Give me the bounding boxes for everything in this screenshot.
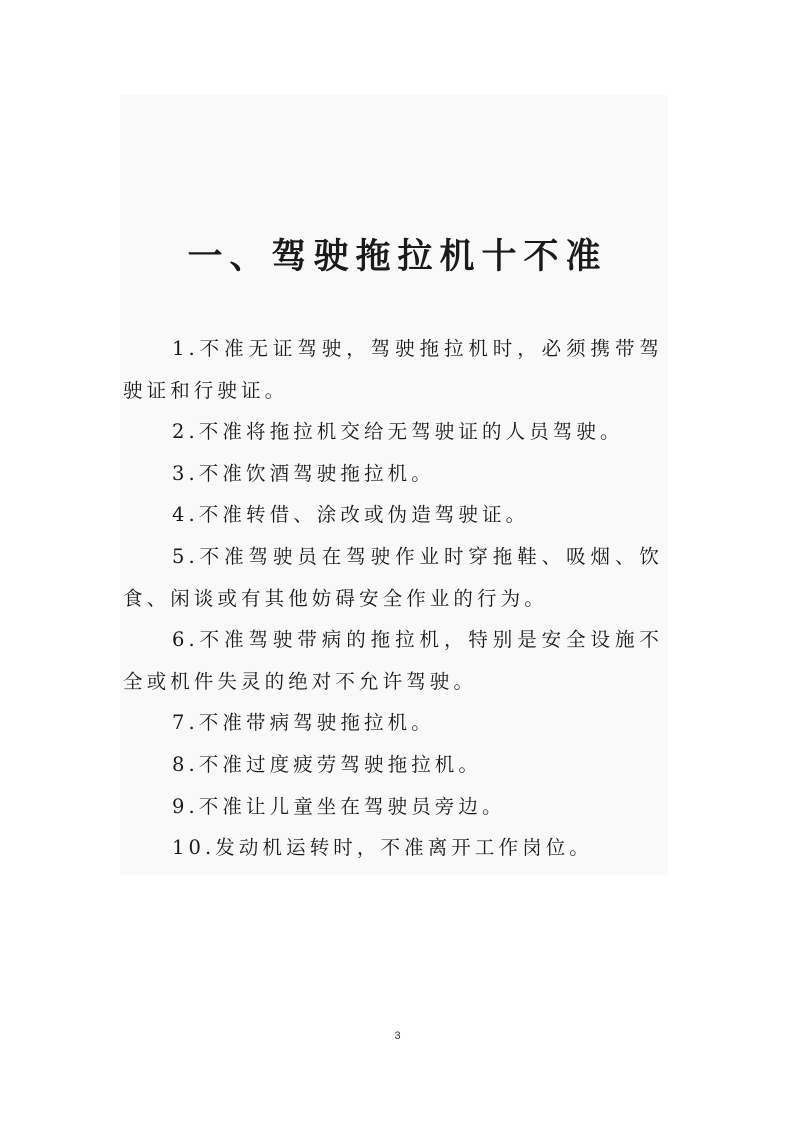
rule-item-5: 5.不准驾驶员在驾驶作业时穿拖鞋、吸烟、饮食、闲谈或有其他妨碍安全作业的行为。	[123, 544, 663, 610]
page-number: 3	[394, 1030, 401, 1042]
rule-item-2: 2.不准将拖拉机交给无驾驶证的人员驾驶。	[172, 420, 624, 444]
document-title: 一、驾驶拖拉机十不准	[187, 236, 608, 277]
rule-item-1: 1.不准无证驾驶，驾驶拖拉机时，必须携带驾驶证和行驶证。	[123, 337, 663, 402]
rule-item-3: 3.不准饮酒驾驶拖拉机。	[172, 461, 435, 485]
rule-item-6: 6.不准驾驶带病的拖拉机，特别是安全设施不全或机件失灵的绝对不允许驾驶。	[123, 628, 663, 693]
document-body	[123, 328, 663, 869]
rule-item-4: 4.不准转借、涂改或伪造驾驶证。	[172, 503, 530, 527]
rule-item-10: 10.发动机运转时，不准离开工作岗位。	[172, 836, 593, 860]
rule-item-9: 9.不准让儿童坐在驾驶员旁边。	[172, 794, 506, 818]
rule-item-7: 7.不准带病驾驶拖拉机。	[172, 711, 435, 735]
rule-item-8: 8.不准过度疲劳驾驶拖拉机。	[172, 752, 483, 776]
